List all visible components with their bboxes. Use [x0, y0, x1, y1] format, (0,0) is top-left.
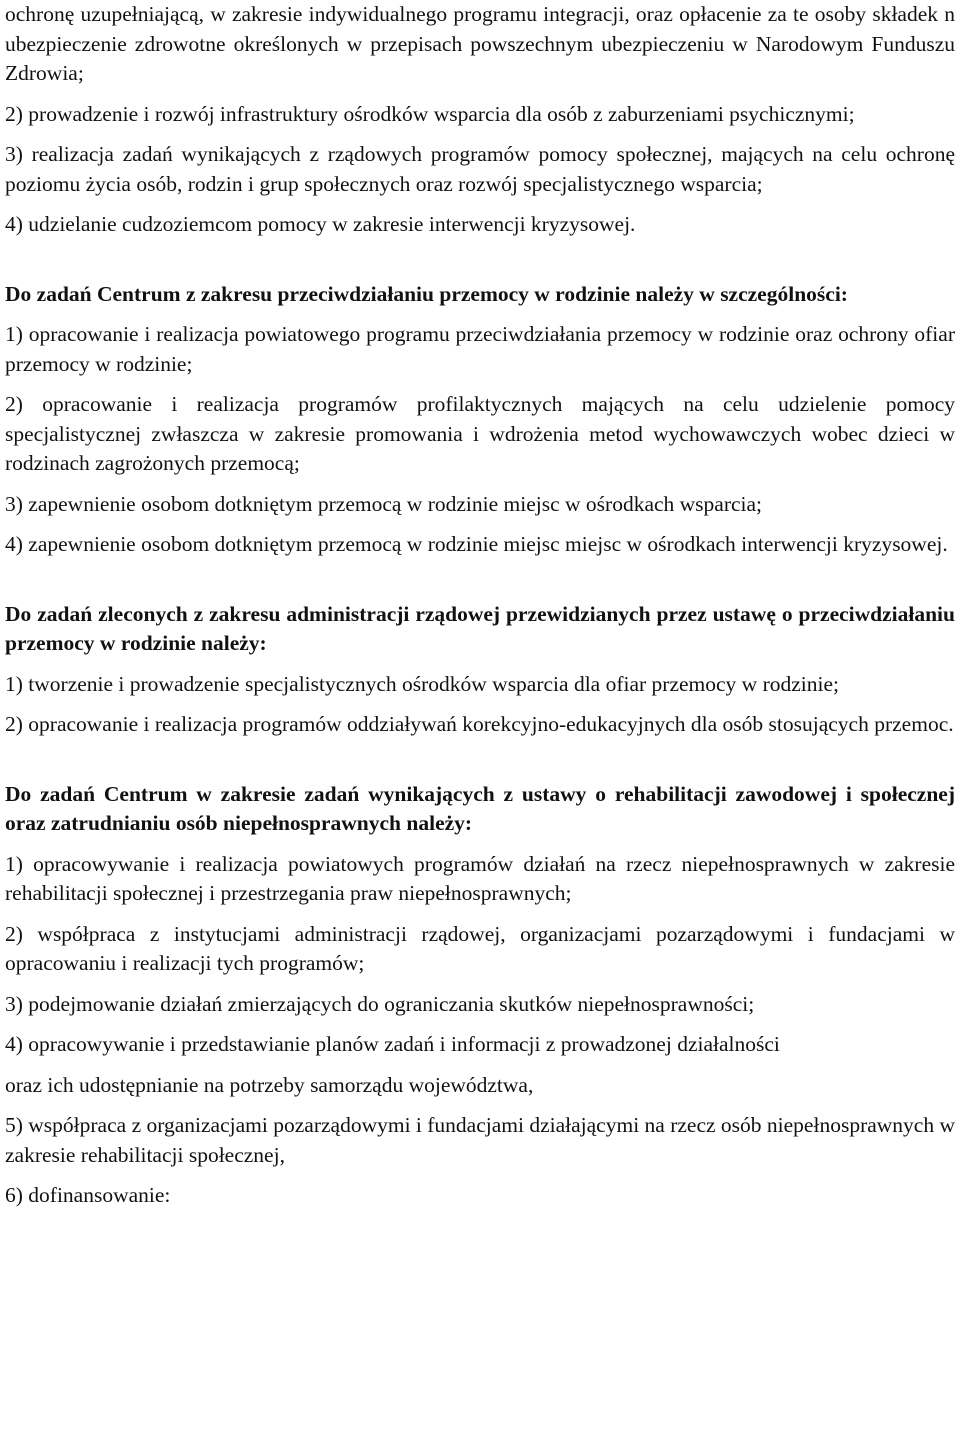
list-item: 2) opracowanie i realizacja programów profilaktycznych mających na celu udzielenie pomocy specjalistycznej zwłaszcza w zakresie promowania i wdrożenia metod wychowawczych wobec dzieci w rodzinach zagrożonych przemocą; [5, 392, 955, 475]
list-item: 2) prowadzenie i rozwój infrastruktury ośrodków wsparcia dla osób z zaburzeniami psychicznymi; [5, 101, 855, 126]
list-item: ochronę uzupełniającą, w zakresie indywidualnego programu integracji, oraz opłacenie za te osoby składek n ubezpieczenie zdrowotne określonych w przepisach powszechnym ubezpieczeniu w Narodowym Funduszu Zdrowia; [5, 2, 955, 85]
list-item: 1) opracowywanie i realizacja powiatowych programów działań na rzecz niepełnosprawnych w zakresie rehabilitacji społecznej i przestrzegania praw niepełnosprawnych; [5, 851, 955, 905]
list-item: 6) dofinansowanie: [5, 1183, 171, 1207]
section-commissioned-tasks [5, 600, 955, 740]
section-rehabilitation [5, 780, 955, 1211]
list-item: 3) zapewnienie osobom dotkniętym przemocą w rodzinie miejsc w ośrodkach wsparcia; [5, 491, 763, 516]
intro-list [5, 0, 955, 240]
list-item: 2) opracowanie i realizacja programów oddziaływań korekcyjno-edukacyjnych dla osób stosujących przemoc. [5, 712, 954, 736]
section-heading: Do zadań Centrum w zakresie zadań wynikających z ustawy o rehabilitacji zawodowej i społecznej oraz zatrudnianiu osób niepełnosprawnych należy: [5, 781, 955, 835]
list-item: 5) współpraca z organizacjami pozarządowymi i fundacjami działającymi na rzecz osób niepełnosprawnych w zakresie rehabilitacji społecznej, [5, 1113, 955, 1167]
list-item: 3) podejmowanie działań zmierzających do ograniczania skutków niepełnosprawności; [5, 991, 755, 1016]
list-item: 3) realizacja zadań wynikających z rządowych programów pomocy społecznej, mających na celu ochronę poziomu życia osób, rodzin i grup społecznych oraz rozwój specjalistycznego wsparcia; [5, 142, 955, 196]
section-violence-prevention [5, 280, 955, 560]
list-item: 4) zapewnienie osobom dotkniętym przemocą w rodzinie miejsc miejsc w ośrodkach interwencji kryzysowej. [5, 532, 948, 556]
list-item: 4) opracowywanie i przedstawianie planów zadań i informacji z prowadzonej działalności [5, 1032, 780, 1056]
list-item: 4) udzielanie cudzoziemcom pomocy w zakresie interwencji kryzysowej. [5, 212, 636, 236]
list-item: 1) opracowanie i realizacja powiatowego programu przeciwdziałania przemocy w rodzinie oraz ochrony ofiar przemocy w rodzinie; [5, 322, 955, 376]
list-item: oraz ich udostępnianie na potrzeby samorządu województwa, [5, 1072, 534, 1097]
list-item: 1) tworzenie i prowadzenie specjalistycznych ośrodków wsparcia dla ofiar przemocy w rodzinie; [5, 671, 839, 696]
section-heading: Do zadań zleconych z zakresu administracji rządowej przewidzianych przez ustawę o przeciwdziałaniu przemocy w rodzinie należy: [5, 601, 955, 655]
list-item: 2) współpraca z instytucjami administracji rządowej, organizacjami pozarządowymi i fundacjami w opracowaniu i realizacji tych programów; [5, 921, 955, 975]
section-heading: Do zadań Centrum z zakresu przeciwdziałaniu przemocy w rodzinie należy w szczególności: [5, 281, 848, 306]
